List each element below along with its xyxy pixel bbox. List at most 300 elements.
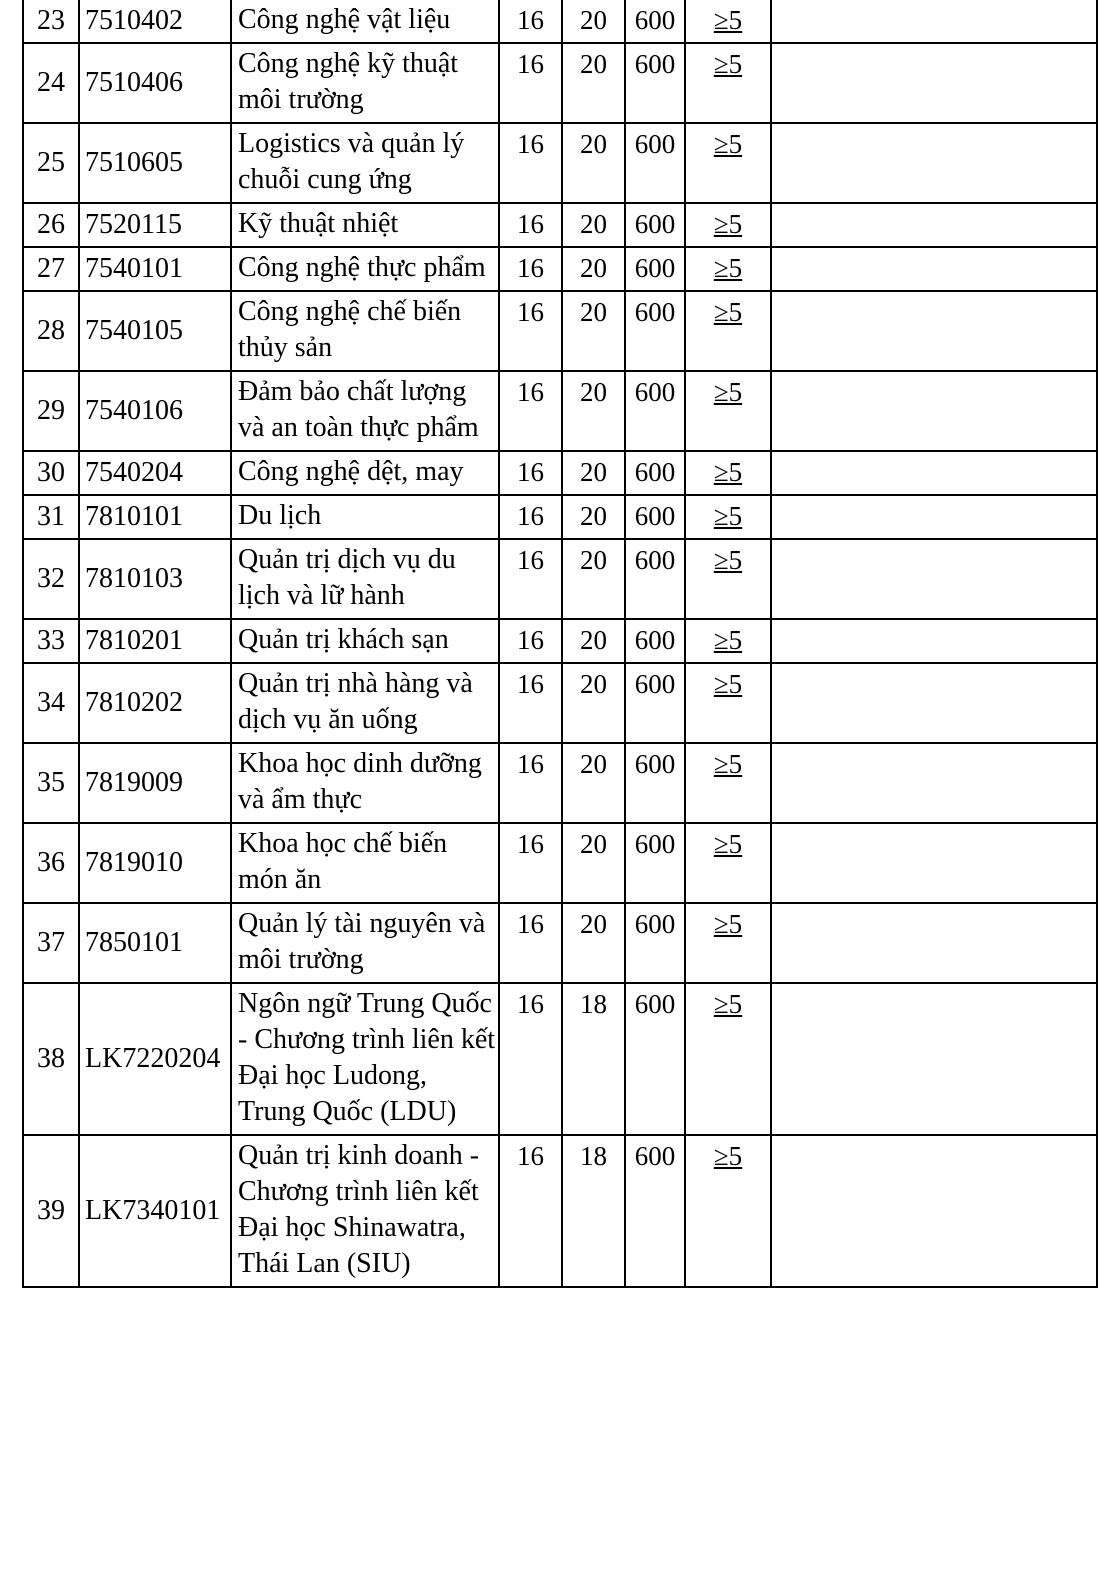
table-cell-score-min-text: 16 [517, 749, 544, 779]
table-cell-score-exam-text: 600 [634, 749, 676, 779]
table-cell-stt-text: 33 [37, 625, 65, 656]
table-cell-score-exam-text: 600 [634, 1141, 676, 1171]
table-cell-score-alt-text: 20 [580, 501, 607, 531]
table-cell-score-alt-text: 20 [580, 909, 607, 939]
table-row [23, 903, 1097, 983]
table-cell-score-alt-text: 20 [580, 669, 607, 699]
table-cell-score-exam-text: 600 [634, 209, 676, 239]
table-cell-score-min [499, 823, 562, 903]
table-cell-score-min [499, 371, 562, 451]
table-cell-note-text [772, 124, 1096, 151]
table-cell-program-name [231, 619, 499, 663]
table-cell-program-name [231, 0, 499, 43]
table-cell-score-exam-text: 600 [634, 377, 676, 407]
table-cell-score-min-text: 16 [517, 5, 544, 35]
table-cell-code-text: 7810202 [85, 687, 183, 718]
table-cell-code [79, 43, 231, 123]
table-cell-gpa-min-text [686, 744, 770, 781]
gpa-min-value: ≥5 [713, 545, 743, 575]
table-cell-program-name [231, 1135, 499, 1287]
table-cell-stt [23, 823, 79, 903]
table-cell-score-alt [562, 371, 625, 451]
table-cell-score-alt [562, 539, 625, 619]
table-cell-score-alt-text: 20 [580, 377, 607, 407]
table-cell-program-name-text: Du lịch [238, 500, 322, 531]
table-cell-score-alt-text: 20 [580, 209, 607, 239]
table-cell-score-exam [625, 123, 685, 203]
table-cell-score-exam-text: 600 [634, 829, 676, 859]
table-cell-gpa-min-text [686, 44, 770, 81]
table-cell-gpa-min [685, 203, 771, 247]
table-cell-score-min [499, 451, 562, 495]
table-cell-note [771, 1135, 1097, 1287]
table-cell-score-min-text: 16 [517, 253, 544, 283]
table-cell-stt [23, 1135, 79, 1287]
table-cell-code [79, 451, 231, 495]
gpa-min-value: ≥5 [713, 669, 743, 699]
table-cell-score-min-text: 16 [517, 129, 544, 159]
table-cell-gpa-min [685, 495, 771, 539]
table-row [23, 371, 1097, 451]
table-cell-code [79, 291, 231, 371]
table-body [23, 0, 1097, 1287]
table-cell-code-text: 7540106 [85, 395, 183, 426]
table-cell-code-text: 7819009 [85, 767, 183, 798]
table-cell-program-name-text: Công nghệ thực phẩm [238, 252, 486, 283]
table-cell-program-name-text: Quản trị kinh doanh - Chương trình liên kết Đại học Shinawatra, Thái Lan (SIU) [238, 1140, 480, 1279]
table-cell-note [771, 0, 1097, 43]
table-cell-code-text: 7510605 [85, 147, 183, 178]
table-cell-code-text: 7520115 [85, 209, 182, 240]
table-cell-stt [23, 43, 79, 123]
table-cell-score-alt [562, 43, 625, 123]
table-cell-score-min [499, 539, 562, 619]
table-cell-score-exam-text: 600 [634, 129, 676, 159]
table-cell-gpa-min [685, 123, 771, 203]
gpa-min-value: ≥5 [713, 49, 743, 79]
table-cell-score-alt-text: 20 [580, 49, 607, 79]
table-cell-stt [23, 743, 79, 823]
table-cell-score-alt-text: 20 [580, 457, 607, 487]
table-cell-gpa-min [685, 903, 771, 983]
table-cell-score-min [499, 0, 562, 43]
table-cell-note-text [772, 1136, 1096, 1163]
table-cell-score-min-text: 16 [517, 625, 544, 655]
table-cell-gpa-min-text [686, 124, 770, 161]
table-cell-score-min [499, 983, 562, 1135]
table-cell-score-exam [625, 495, 685, 539]
table-cell-score-alt-text: 20 [580, 829, 607, 859]
table-cell-score-min [499, 743, 562, 823]
table-cell-score-min [499, 203, 562, 247]
admission-quota-table [22, 0, 1098, 1288]
table-cell-code [79, 743, 231, 823]
table-cell-score-min [499, 123, 562, 203]
table-cell-gpa-min [685, 0, 771, 43]
table-cell-code-text: 7540204 [85, 457, 183, 488]
table-cell-stt-text: 34 [37, 687, 65, 718]
table-cell-program-name [231, 247, 499, 291]
table-cell-note-text [772, 744, 1096, 771]
table-cell-score-min [499, 247, 562, 291]
table-cell-note [771, 903, 1097, 983]
table-row [23, 451, 1097, 495]
table-cell-stt-text: 25 [37, 147, 65, 178]
table-cell-note [771, 743, 1097, 823]
table-cell-score-alt [562, 123, 625, 203]
table-cell-score-alt-text: 20 [580, 129, 607, 159]
table-cell-score-min-text: 16 [517, 1141, 544, 1171]
table-cell-score-exam-text: 600 [634, 5, 676, 35]
table-cell-program-name-text: Logistics và quản lý chuỗi cung ứng [238, 128, 465, 195]
table-cell-stt [23, 903, 79, 983]
table-cell-code-text: LK7340101 [85, 1195, 221, 1226]
table-cell-code [79, 983, 231, 1135]
table-cell-program-name-text: Quản trị dịch vụ du lịch và lữ hành [238, 544, 456, 611]
table-cell-score-exam [625, 203, 685, 247]
table-cell-score-alt-text: 20 [580, 749, 607, 779]
table-cell-note [771, 451, 1097, 495]
table-cell-note-text [772, 372, 1096, 399]
table-cell-program-name [231, 983, 499, 1135]
table-cell-score-min [499, 903, 562, 983]
table-cell-stt [23, 0, 79, 43]
table-cell-program-name [231, 823, 499, 903]
table-cell-program-name-text: Công nghệ chế biến thủy sản [238, 296, 462, 363]
table-cell-score-alt [562, 291, 625, 371]
table-cell-gpa-min-text [686, 204, 770, 241]
table-cell-note [771, 371, 1097, 451]
table-cell-gpa-min-text [686, 0, 770, 37]
table-cell-score-min-text: 16 [517, 909, 544, 939]
table-cell-program-name [231, 123, 499, 203]
table-cell-gpa-min [685, 619, 771, 663]
table-cell-program-name [231, 663, 499, 743]
table-cell-stt-text: 35 [37, 767, 65, 798]
table-cell-note-text [772, 248, 1096, 275]
table-row [23, 823, 1097, 903]
table-cell-score-exam [625, 619, 685, 663]
table-cell-score-min-text: 16 [517, 989, 544, 1019]
table-cell-gpa-min [685, 823, 771, 903]
table-cell-program-name-text: Kỹ thuật nhiệt [238, 208, 399, 239]
table-cell-score-min-text: 16 [517, 377, 544, 407]
table-cell-program-name-text: Quản trị khách sạn [238, 624, 449, 655]
table-cell-score-min [499, 663, 562, 743]
table-row [23, 743, 1097, 823]
table-cell-score-alt-text: 20 [580, 297, 607, 327]
table-cell-score-alt [562, 743, 625, 823]
table-cell-score-exam [625, 903, 685, 983]
table-cell-score-min [499, 619, 562, 663]
table-cell-stt-text: 32 [37, 563, 65, 594]
table-cell-program-name [231, 539, 499, 619]
table-cell-score-min [499, 291, 562, 371]
table-cell-stt-text: 29 [37, 395, 65, 426]
table-cell-score-exam-text: 600 [634, 625, 676, 655]
table-cell-code [79, 663, 231, 743]
table-cell-gpa-min [685, 291, 771, 371]
table-cell-stt [23, 983, 79, 1135]
table-cell-score-exam [625, 451, 685, 495]
gpa-min-value: ≥5 [713, 909, 743, 939]
table-cell-code-text: 7819010 [85, 847, 183, 878]
table-cell-code-text: 7510406 [85, 67, 183, 98]
table-cell-note-text [772, 44, 1096, 71]
table-cell-gpa-min-text [686, 452, 770, 489]
table-cell-score-alt [562, 619, 625, 663]
table-cell-code-text: 7510402 [85, 5, 183, 36]
table-cell-gpa-min-text [686, 248, 770, 285]
table-cell-note-text [772, 904, 1096, 931]
table-cell-score-exam-text: 600 [634, 989, 676, 1019]
gpa-min-value: ≥5 [713, 5, 743, 35]
table-cell-stt [23, 247, 79, 291]
table-cell-stt [23, 123, 79, 203]
gpa-min-value: ≥5 [713, 989, 743, 1019]
gpa-min-value: ≥5 [713, 209, 743, 239]
table-cell-gpa-min-text [686, 984, 770, 1021]
table-cell-code-text: 7810201 [85, 625, 183, 656]
table-cell-score-alt [562, 451, 625, 495]
gpa-min-value: ≥5 [713, 749, 743, 779]
table-cell-program-name-text: Quản trị nhà hàng và dịch vụ ăn uống [238, 668, 473, 735]
table-cell-gpa-min [685, 539, 771, 619]
table-cell-score-exam [625, 43, 685, 123]
table-cell-score-exam [625, 663, 685, 743]
table-cell-score-exam-text: 600 [634, 457, 676, 487]
table-cell-code [79, 1135, 231, 1287]
table-cell-stt [23, 663, 79, 743]
table-cell-score-exam-text: 600 [634, 545, 676, 575]
table-cell-program-name [231, 203, 499, 247]
table-row [23, 247, 1097, 291]
table-row [23, 983, 1097, 1135]
table-cell-gpa-min [685, 451, 771, 495]
table-cell-code [79, 247, 231, 291]
gpa-min-value: ≥5 [713, 377, 743, 407]
table-cell-stt [23, 539, 79, 619]
table-cell-stt [23, 371, 79, 451]
table-cell-score-alt [562, 823, 625, 903]
table-cell-program-name [231, 495, 499, 539]
table-cell-score-alt [562, 247, 625, 291]
table-cell-note-text [772, 204, 1096, 231]
table-cell-code-text: 7810103 [85, 563, 183, 594]
gpa-min-value: ≥5 [713, 1141, 743, 1171]
table-cell-score-min-text: 16 [517, 49, 544, 79]
table-cell-program-name-text: Công nghệ kỹ thuật môi trường [238, 48, 459, 115]
table-cell-gpa-min [685, 663, 771, 743]
gpa-min-value: ≥5 [713, 625, 743, 655]
table-cell-stt [23, 495, 79, 539]
table-row [23, 539, 1097, 619]
table-cell-note [771, 291, 1097, 371]
table-cell-stt [23, 451, 79, 495]
table-cell-code [79, 0, 231, 43]
table-cell-score-min [499, 1135, 562, 1287]
table-cell-score-alt [562, 903, 625, 983]
table-cell-score-alt [562, 0, 625, 43]
table-cell-score-alt-text: 20 [580, 5, 607, 35]
table-cell-note-text [772, 620, 1096, 647]
table-cell-gpa-min [685, 247, 771, 291]
table-cell-gpa-min [685, 743, 771, 823]
table-cell-note [771, 619, 1097, 663]
table-cell-score-exam-text: 600 [634, 669, 676, 699]
table-cell-score-min-text: 16 [517, 545, 544, 575]
table-cell-program-name-text: Ngôn ngữ Trung Quốc - Chương trình liên kết Đại học Ludong, Trung Quốc (LDU) [238, 988, 496, 1127]
table-cell-note [771, 203, 1097, 247]
table-cell-stt-text: 39 [37, 1195, 65, 1226]
table-cell-stt [23, 203, 79, 247]
table-cell-score-min [499, 43, 562, 123]
gpa-min-value: ≥5 [713, 129, 743, 159]
table-cell-note [771, 495, 1097, 539]
table-cell-note-text [772, 984, 1096, 1011]
table-cell-program-name [231, 743, 499, 823]
table-cell-score-alt [562, 983, 625, 1135]
table-cell-score-exam [625, 983, 685, 1135]
table-cell-score-alt-text: 20 [580, 545, 607, 575]
table-cell-gpa-min-text [686, 904, 770, 941]
table-cell-gpa-min-text [686, 540, 770, 577]
table-cell-code [79, 371, 231, 451]
gpa-min-value: ≥5 [713, 457, 743, 487]
gpa-min-value: ≥5 [713, 829, 743, 859]
table-cell-stt-text: 30 [37, 457, 65, 488]
table-cell-code [79, 203, 231, 247]
table-cell-code [79, 495, 231, 539]
table-cell-program-name-text: Đảm bảo chất lượng và an toàn thực phẩm [238, 376, 479, 443]
table-row [23, 663, 1097, 743]
table-cell-score-exam-text: 600 [634, 253, 676, 283]
table-cell-program-name [231, 43, 499, 123]
table-cell-code [79, 539, 231, 619]
table-row [23, 495, 1097, 539]
table-cell-note [771, 247, 1097, 291]
table-cell-stt-text: 27 [37, 253, 65, 284]
table-cell-program-name-text: Công nghệ dệt, may [238, 456, 464, 487]
table-cell-program-name [231, 291, 499, 371]
gpa-min-value: ≥5 [713, 501, 743, 531]
table-cell-note-text [772, 0, 1096, 27]
table-cell-score-min [499, 495, 562, 539]
table-cell-score-alt-text: 20 [580, 253, 607, 283]
table-cell-note-text [772, 664, 1096, 691]
table-cell-score-exam-text: 600 [634, 297, 676, 327]
table-cell-score-exam [625, 1135, 685, 1287]
table-cell-score-alt [562, 203, 625, 247]
table-cell-score-alt-text: 18 [580, 1141, 607, 1171]
table-cell-note-text [772, 540, 1096, 567]
table-cell-stt-text: 24 [37, 67, 65, 98]
gpa-min-value: ≥5 [713, 297, 743, 327]
table-cell-code-text: 7540105 [85, 315, 183, 346]
table-cell-code-text: 7540101 [85, 253, 183, 284]
table-cell-note-text [772, 496, 1096, 523]
table-cell-note [771, 539, 1097, 619]
table-cell-code [79, 619, 231, 663]
table-cell-score-exam-text: 600 [634, 909, 676, 939]
table-row [23, 0, 1097, 43]
table-cell-score-exam [625, 291, 685, 371]
table-cell-stt [23, 291, 79, 371]
table-cell-program-name [231, 451, 499, 495]
table-cell-score-exam [625, 539, 685, 619]
table-cell-score-min-text: 16 [517, 209, 544, 239]
table-cell-code-text: 7810101 [85, 501, 183, 532]
table-cell-gpa-min-text [686, 1136, 770, 1173]
table-row [23, 291, 1097, 371]
table-cell-note [771, 823, 1097, 903]
table-row [23, 1135, 1097, 1287]
table-cell-gpa-min-text [686, 496, 770, 533]
table-cell-program-name [231, 903, 499, 983]
table-row [23, 123, 1097, 203]
table-cell-stt-text: 23 [37, 5, 65, 36]
table-row [23, 203, 1097, 247]
table-cell-code [79, 903, 231, 983]
table-cell-stt-text: 37 [37, 927, 65, 958]
table-cell-score-exam-text: 600 [634, 49, 676, 79]
table-cell-gpa-min-text [686, 620, 770, 657]
table-cell-score-min-text: 16 [517, 829, 544, 859]
table-cell-score-alt [562, 663, 625, 743]
table-cell-note [771, 123, 1097, 203]
table-cell-score-alt [562, 495, 625, 539]
table-cell-score-alt-text: 20 [580, 625, 607, 655]
table-row [23, 43, 1097, 123]
table-cell-code-text: LK7220204 [85, 1043, 221, 1074]
table-cell-gpa-min [685, 371, 771, 451]
table-cell-score-exam-text: 600 [634, 501, 676, 531]
table-cell-score-exam [625, 743, 685, 823]
table-cell-stt-text: 31 [37, 501, 65, 532]
table-cell-stt [23, 619, 79, 663]
table-cell-program-name-text: Công nghệ vật liệu [238, 4, 451, 35]
table-cell-note-text [772, 824, 1096, 851]
table-row [23, 619, 1097, 663]
table-cell-score-alt-text: 18 [580, 989, 607, 1019]
gpa-min-value: ≥5 [713, 253, 743, 283]
table-cell-stt-text: 26 [37, 209, 65, 240]
table-cell-note-text [772, 292, 1096, 319]
table-cell-program-name-text: Khoa học dinh dưỡng và ẩm thực [238, 748, 482, 815]
table-cell-gpa-min [685, 43, 771, 123]
table-cell-score-exam [625, 823, 685, 903]
table-cell-stt-text: 28 [37, 315, 65, 346]
table-cell-score-min-text: 16 [517, 297, 544, 327]
table-cell-program-name-text: Quản lý tài nguyên và môi trường [238, 908, 486, 975]
table-cell-gpa-min-text [686, 292, 770, 329]
table-cell-gpa-min [685, 1135, 771, 1287]
table-cell-gpa-min-text [686, 372, 770, 409]
table-cell-score-min-text: 16 [517, 669, 544, 699]
table-cell-gpa-min-text [686, 824, 770, 861]
table-cell-note [771, 43, 1097, 123]
table-cell-program-name-text: Khoa học chế biến món ăn [238, 828, 448, 895]
table-cell-note [771, 663, 1097, 743]
table-cell-note-text [772, 452, 1096, 479]
table-cell-code-text: 7850101 [85, 927, 183, 958]
table-cell-code [79, 123, 231, 203]
table-cell-stt-text: 38 [37, 1043, 65, 1074]
table-cell-gpa-min [685, 983, 771, 1135]
table-cell-score-min-text: 16 [517, 457, 544, 487]
table-cell-note [771, 983, 1097, 1135]
table-cell-score-exam [625, 247, 685, 291]
